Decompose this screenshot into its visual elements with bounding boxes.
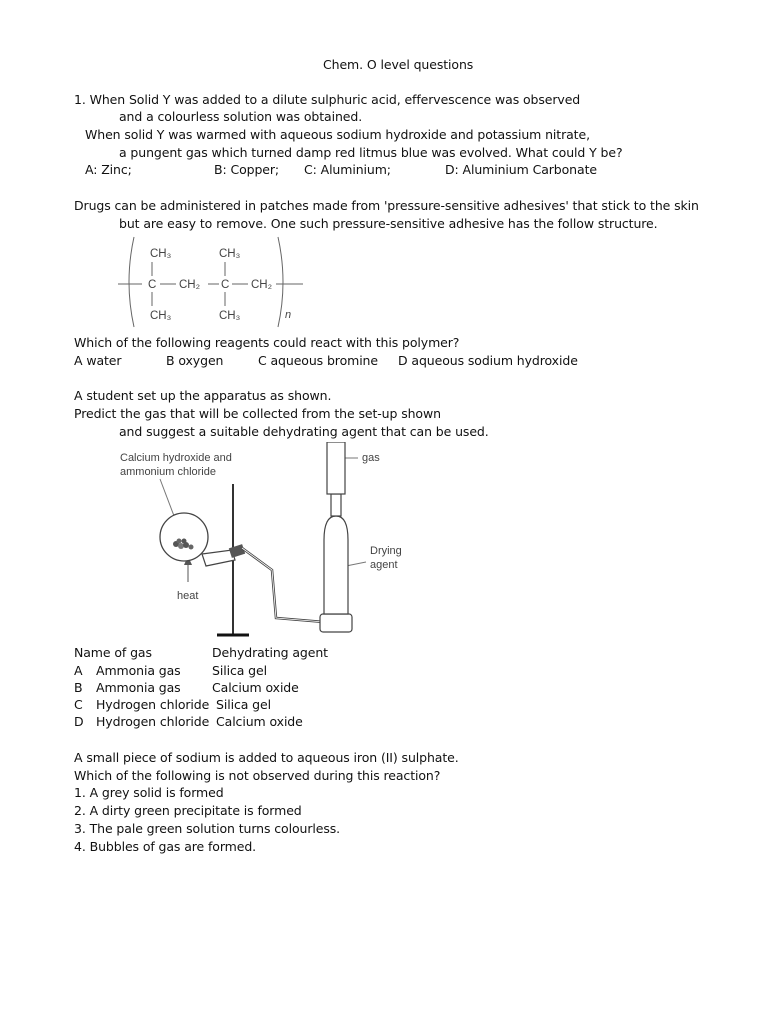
- q4-item-4: 4. Bubbles of gas are formed.: [74, 839, 257, 854]
- row-d-agent: Calcium oxide: [216, 714, 303, 729]
- q1-option-d: D: Aluminium Carbonate: [445, 162, 597, 177]
- q2-option-c: C aqueous bromine: [258, 353, 378, 368]
- q2-option-b: B oxygen: [166, 353, 224, 368]
- table-header-agent: Dehydrating agent: [212, 645, 328, 660]
- row-a-gas: Ammonia gas: [96, 663, 181, 678]
- q1-option-b: B: Copper;: [214, 162, 280, 177]
- round-bottom-flask: [160, 513, 208, 561]
- structure-carbon-2: C: [221, 279, 230, 291]
- row-c-letter: C: [74, 697, 83, 712]
- q4-line-2: Which of the following is not observed during this reaction?: [74, 768, 441, 783]
- structure-ch3-bottom-1: CH₃: [150, 310, 172, 322]
- label-gas: gas: [362, 452, 380, 464]
- delivery-tube: [242, 548, 324, 622]
- q3-line-3: and suggest a suitable dehydrating agent that can be used.: [119, 424, 489, 439]
- q3-line-2: Predict the gas that will be collected from the set-up shown: [74, 406, 441, 421]
- row-c-agent: Silica gel: [216, 697, 271, 712]
- row-c-gas: Hydrogen chloride: [96, 697, 210, 712]
- q1-option-c: C: Aluminium;: [304, 162, 391, 177]
- polymer-structure-diagram: [118, 234, 308, 330]
- q1-line-2: and a colourless solution was obtained.: [119, 109, 363, 124]
- row-a-letter: A: [74, 663, 83, 678]
- q2-option-d: D aqueous sodium hydroxide: [398, 353, 578, 368]
- drying-tower: [324, 516, 348, 614]
- label-drying-line-1: Drying: [370, 545, 402, 557]
- q2-line-2: but are easy to remove. One such pressure-sensitive adhesive has the follow structure.: [119, 216, 658, 231]
- apparatus-diagram: [114, 442, 414, 642]
- structure-repeat-n: n: [285, 309, 292, 321]
- row-b-letter: B: [74, 680, 83, 695]
- table-header-gas: Name of gas: [74, 645, 152, 660]
- q4-item-2: 2. A dirty green precipitate is formed: [74, 803, 302, 818]
- q2-option-a: A water: [74, 353, 122, 368]
- row-d-letter: D: [74, 714, 84, 729]
- q4-item-1: 1. A grey solid is formed: [74, 785, 224, 800]
- q2-question: Which of the following reagents could react with this polymer?: [74, 335, 460, 350]
- structure-ch2-2: CH₂: [251, 279, 273, 291]
- label-reactants-line-1: Calcium hydroxide and: [120, 452, 232, 464]
- flask-stopper: [229, 544, 245, 558]
- label-heat: heat: [177, 590, 199, 602]
- row-d-gas: Hydrogen chloride: [96, 714, 210, 729]
- q1-option-a: A: Zinc;: [85, 162, 132, 177]
- structure-ch2-1: CH₂: [179, 279, 201, 291]
- drying-tower-base: [320, 614, 352, 632]
- q3-line-1: A student set up the apparatus as shown.: [74, 388, 332, 403]
- structure-ch3-top-2: CH₃: [219, 248, 241, 260]
- gas-collection-tube: [327, 442, 345, 494]
- row-a-agent: Silica gel: [212, 663, 267, 678]
- q1-line-1: 1. When Solid Y was added to a dilute sulphuric acid, effervescence was observed: [74, 92, 581, 107]
- q4-item-3: 3. The pale green solution turns colourless.: [74, 821, 341, 836]
- structure-ch3-top-1: CH₃: [150, 248, 172, 260]
- structure-carbon-1: C: [148, 279, 157, 291]
- q2-line-1: Drugs can be administered in patches made from 'pressure-sensitive adhesives' that stick to the skin: [74, 198, 699, 213]
- q4-line-1: A small piece of sodium is added to aqueous iron (II) sulphate.: [74, 750, 459, 765]
- label-reactants-line-2: ammonium chloride: [120, 466, 216, 478]
- q1-line-4: a pungent gas which turned damp red litmus blue was evolved. What could Y be?: [119, 145, 623, 160]
- page-title: Chem. O level questions: [323, 57, 474, 72]
- label-drying-line-2: agent: [370, 559, 398, 571]
- q1-line-3: When solid Y was warmed with aqueous sodium hydroxide and potassium nitrate,: [85, 127, 590, 142]
- structure-ch3-bottom-2: CH₃: [219, 310, 241, 322]
- row-b-agent: Calcium oxide: [212, 680, 299, 695]
- row-b-gas: Ammonia gas: [96, 680, 181, 695]
